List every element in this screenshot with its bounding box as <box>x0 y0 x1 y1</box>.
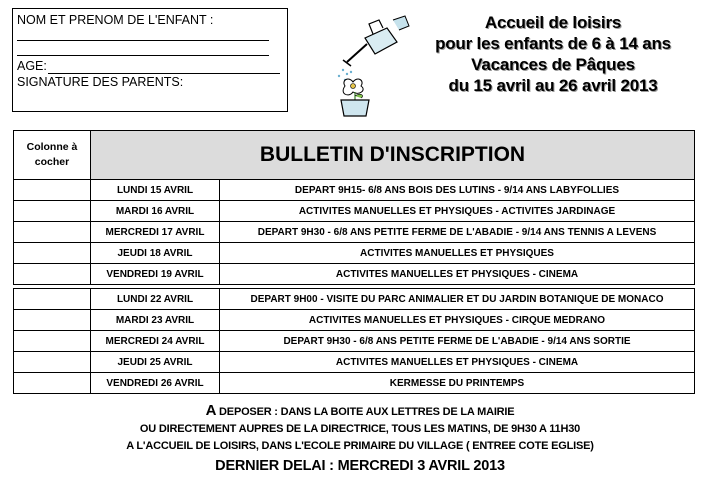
title-line-1: Accueil de loisirs <box>484 13 622 32</box>
checkbox-cell[interactable] <box>14 289 91 310</box>
activity-cell: ACTIVITES MANUELLES ET PHYSIQUES - CIRQUE MEDRANO <box>220 310 695 331</box>
activity-cell: ACTIVITES MANUELLES ET PHYSIQUES - CINEMA <box>220 264 695 285</box>
checkbox-cell[interactable] <box>14 243 91 264</box>
title-line-3: Vacances de Pâques <box>471 55 635 74</box>
activity-cell: ACTIVITES MANUELLES ET PHYSIQUES <box>220 243 695 264</box>
table-row <box>14 352 695 373</box>
day-cell: MERCREDI 24 AVRIL <box>91 331 220 352</box>
name-label: NOM ET PRENOM DE L'ENFANT : <box>17 13 214 27</box>
day-cell: JEUDI 18 AVRIL <box>91 243 220 264</box>
day-cell: VENDREDI 26 AVRIL <box>91 373 220 394</box>
activity-cell: ACTIVITES MANUELLES ET PHYSIQUES - CINEMA <box>220 352 695 373</box>
deposit-line-2: OU DIRECTEMENT AUPRES DE LA DIRECTRICE, TOUS LES MATINS, DE 9H30 A 11H30 <box>139 423 581 435</box>
registration-table-week2 <box>13 288 695 394</box>
table-row <box>14 310 695 331</box>
activity-cell: DEPART 9H15- 6/8 ANS BOIS DES LUTINS - 9/14 ANS LABYFOLLIES <box>220 180 695 201</box>
table-row <box>14 264 695 285</box>
activity-cell: ACTIVITES MANUELLES ET PHYSIQUES - ACTIVITES JARDINAGE <box>220 201 695 222</box>
name-line-2[interactable] <box>17 43 269 56</box>
checkbox-cell[interactable] <box>14 310 91 331</box>
table-row <box>14 331 695 352</box>
day-cell: JEUDI 25 AVRIL <box>91 352 220 373</box>
title-line-4: du 15 avril au 26 avril 2013 <box>448 76 658 95</box>
registration-table-week1 <box>13 130 695 285</box>
day-cell: VENDREDI 19 AVRIL <box>91 264 220 285</box>
deposit-initial: A <box>205 402 217 419</box>
table-row <box>14 180 695 201</box>
day-cell: LUNDI 15 AVRIL <box>91 180 220 201</box>
table-row <box>14 243 695 264</box>
table-row <box>14 289 695 310</box>
deposit-instructions <box>60 402 660 477</box>
flower-pot-icon <box>341 79 369 116</box>
deposit-line-1 <box>60 402 660 421</box>
title-line-2: pour les enfants de 6 à 14 ans <box>435 34 671 53</box>
checkbox-column-header: Colonne à cocher <box>14 131 91 180</box>
deposit-line-1-text: DEPOSER : DANS LA BOITE AUX LETTRES DE LA MAIRIE <box>216 406 515 418</box>
day-cell: LUNDI 22 AVRIL <box>91 289 220 310</box>
activity-cell: DEPART 9H30 - 6/8 ANS PETITE FERME DE L'ABADIE - 9/14 ANS SORTIE <box>220 331 695 352</box>
day-cell: MERCREDI 17 AVRIL <box>91 222 220 243</box>
checkbox-cell[interactable] <box>14 222 91 243</box>
activity-cell: DEPART 9H30 - 6/8 ANS PETITE FERME DE L'ABADIE - 9/14 ANS TENNIS A LEVENS <box>220 222 695 243</box>
signature-label: SIGNATURE DES PARENTS: <box>17 75 184 89</box>
age-label: AGE: <box>17 59 47 73</box>
checkbox-cell[interactable] <box>14 264 91 285</box>
child-info-box <box>12 8 288 112</box>
age-line[interactable] <box>48 60 280 74</box>
deposit-line-3: A L'ACCUEIL DE LOISIRS, DANS L'ECOLE PRIMAIRE DU VILLAGE ( ENTREE COTE EGLISE) <box>126 440 594 452</box>
activity-cell: KERMESSE DU PRINTEMPS <box>220 373 695 394</box>
activity-cell: DEPART 9H00 - VISITE DU PARC ANIMALIER ET DU JARDIN BOTANIQUE DE MONACO <box>220 289 695 310</box>
event-title <box>398 12 708 96</box>
day-cell: MARDI 23 AVRIL <box>91 310 220 331</box>
name-line[interactable] <box>17 28 269 41</box>
checkbox-cell[interactable] <box>14 201 91 222</box>
checkbox-cell[interactable] <box>14 373 91 394</box>
table-row <box>14 222 695 243</box>
checkbox-cell[interactable] <box>14 331 91 352</box>
checkbox-cell[interactable] <box>14 180 91 201</box>
day-cell: MARDI 16 AVRIL <box>91 201 220 222</box>
deadline: DERNIER DELAI : MERCREDI 3 AVRIL 2013 <box>215 458 505 474</box>
table-row <box>14 201 695 222</box>
table-row <box>14 373 695 394</box>
bulletin-title: BULLETIN D'INSCRIPTION <box>91 131 695 180</box>
checkbox-cell[interactable] <box>14 352 91 373</box>
